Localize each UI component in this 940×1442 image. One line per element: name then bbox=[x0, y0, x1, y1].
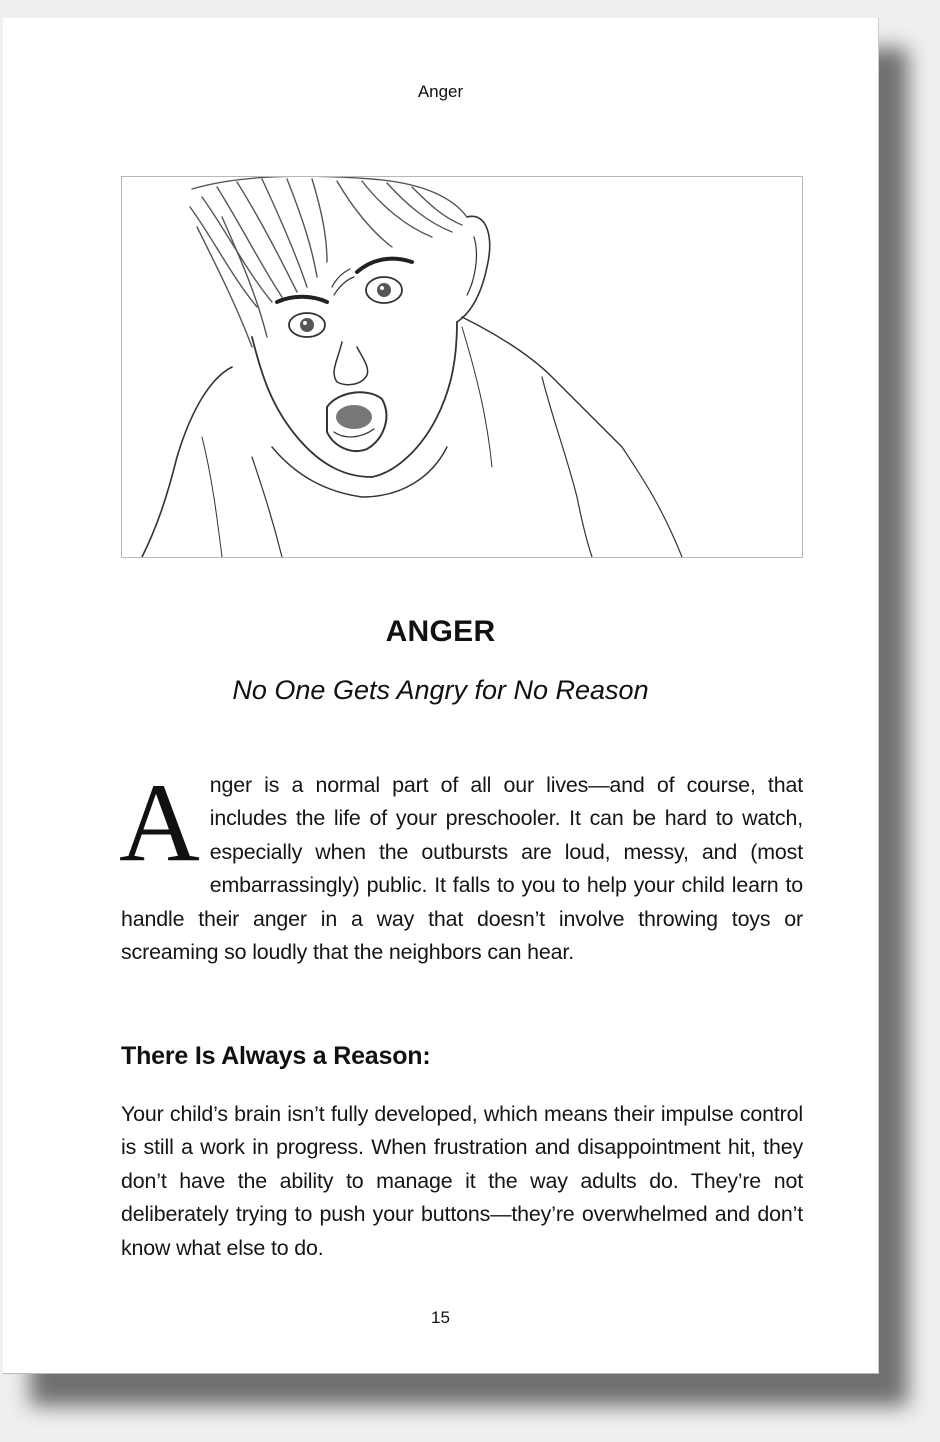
chapter-subtitle: No One Gets Angry for No Reason bbox=[232, 675, 649, 705]
book-page bbox=[3, 18, 879, 1374]
section-paragraph: Your child’s brain isn’t fully developed, which means their impulse control is still a work in progress. When frustration and disappointment hit, they don’t have the ability to manage it the way adults do. They’re not deliberately trying to push your buttons—they’re overwhelmed and don’t know what else to do. bbox=[121, 1102, 803, 1260]
child-illustration bbox=[121, 176, 803, 558]
intro-text: nger is a normal part of all our lives—and of course, that includes the life of your preschooler. It can be hard to watch, especially when the outbursts are loud, messy, and (most embarrassingly) public. It falls to you to help your child learn to handle their anger in a way that doesn’t involve throwing toys or screaming so loudly that the neighbors can hear. bbox=[121, 773, 803, 965]
angry-child-sketch-icon bbox=[122, 177, 802, 557]
page-number: 15 bbox=[431, 1308, 450, 1327]
drop-cap: A bbox=[119, 761, 200, 885]
section-heading: There Is Always a Reason: bbox=[121, 1042, 431, 1070]
chapter-title: ANGER bbox=[385, 615, 496, 648]
intro-paragraph bbox=[119, 761, 803, 969]
running-head: Anger bbox=[417, 82, 464, 101]
